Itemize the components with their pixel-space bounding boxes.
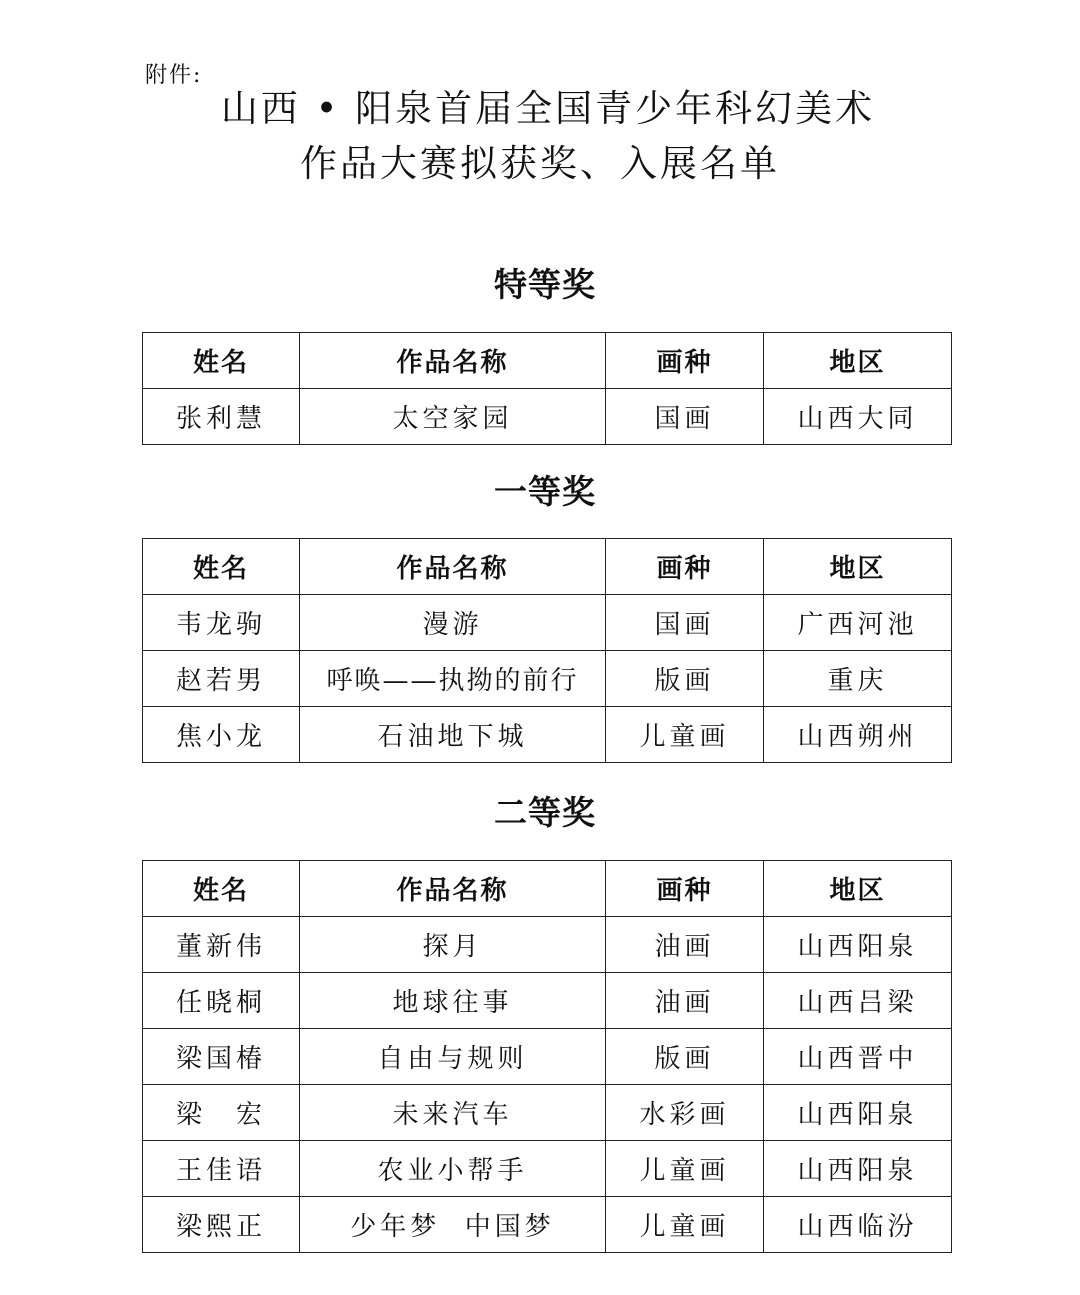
cell-region: 山西临汾 <box>764 1197 952 1253</box>
header-name: 姓名 <box>143 861 300 917</box>
table-row <box>143 917 952 973</box>
table-row <box>143 707 952 763</box>
cell-region: 山西大同 <box>764 389 952 445</box>
header-region: 地区 <box>764 861 952 917</box>
cell-medium: 版画 <box>606 651 764 707</box>
cell-work-title: 自由与规则 <box>300 1029 606 1085</box>
cell-name: 梁国椿 <box>143 1029 300 1085</box>
cell-name: 梁熙正 <box>143 1197 300 1253</box>
award-title-second: 二等奖 <box>494 793 596 832</box>
cell-work-title: 呼唤——执拗的前行 <box>300 651 606 707</box>
document-title-line-2: 作品大赛拟获奖、入展名单 <box>300 142 780 185</box>
cell-region: 山西阳泉 <box>764 1085 952 1141</box>
cell-name: 梁 宏 <box>143 1085 300 1141</box>
cell-medium: 版画 <box>606 1029 764 1085</box>
cell-medium: 儿童画 <box>606 707 764 763</box>
award-table-first <box>142 538 952 763</box>
cell-work-title: 漫游 <box>300 595 606 651</box>
cell-name: 张利慧 <box>143 389 300 445</box>
header-work-title: 作品名称 <box>300 539 606 595</box>
cell-work-title: 农业小帮手 <box>300 1141 606 1197</box>
award-table-special <box>142 332 952 445</box>
header-medium: 画种 <box>606 861 764 917</box>
table-header-row <box>143 333 952 389</box>
document-title-line-1: 山西 • 阳泉首届全国青少年科幻美术 <box>220 87 876 130</box>
cell-region: 山西阳泉 <box>764 1141 952 1197</box>
attachment-label: 附件: <box>145 63 203 88</box>
cell-work-title: 太空家园 <box>300 389 606 445</box>
cell-work-title: 地球往事 <box>300 973 606 1029</box>
cell-region: 重庆 <box>764 651 952 707</box>
table-header-row <box>143 861 952 917</box>
cell-medium: 国画 <box>606 389 764 445</box>
header-region: 地区 <box>764 333 952 389</box>
cell-name: 董新伟 <box>143 917 300 973</box>
header-region: 地区 <box>764 539 952 595</box>
cell-medium: 油画 <box>606 973 764 1029</box>
table-header-row <box>143 539 952 595</box>
cell-name: 赵若男 <box>143 651 300 707</box>
cell-work-title: 探月 <box>300 917 606 973</box>
table-row <box>143 595 952 651</box>
cell-region: 广西河池 <box>764 595 952 651</box>
header-name: 姓名 <box>143 333 300 389</box>
table-row <box>143 1197 952 1253</box>
table-row <box>143 389 952 445</box>
cell-region: 山西晋中 <box>764 1029 952 1085</box>
table-row <box>143 1029 952 1085</box>
cell-name: 焦小龙 <box>143 707 300 763</box>
cell-medium: 儿童画 <box>606 1197 764 1253</box>
table-row <box>143 1141 952 1197</box>
cell-medium: 油画 <box>606 917 764 973</box>
cell-region: 山西阳泉 <box>764 917 952 973</box>
header-work-title: 作品名称 <box>300 333 606 389</box>
award-title-special: 特等奖 <box>494 265 596 304</box>
award-title-first: 一等奖 <box>494 472 596 511</box>
table-row <box>143 1085 952 1141</box>
cell-region: 山西朔州 <box>764 707 952 763</box>
cell-medium: 水彩画 <box>606 1085 764 1141</box>
cell-region: 山西吕梁 <box>764 973 952 1029</box>
cell-work-title: 少年梦 中国梦 <box>300 1197 606 1253</box>
cell-medium: 儿童画 <box>606 1141 764 1197</box>
header-medium: 画种 <box>606 333 764 389</box>
cell-name: 王佳语 <box>143 1141 300 1197</box>
award-table-second <box>142 860 952 1253</box>
header-work-title: 作品名称 <box>300 861 606 917</box>
cell-medium: 国画 <box>606 595 764 651</box>
cell-work-title: 石油地下城 <box>300 707 606 763</box>
header-name: 姓名 <box>143 539 300 595</box>
header-medium: 画种 <box>606 539 764 595</box>
cell-name: 任晓桐 <box>143 973 300 1029</box>
cell-work-title: 未来汽车 <box>300 1085 606 1141</box>
table-row <box>143 651 952 707</box>
cell-name: 韦龙驹 <box>143 595 300 651</box>
table-row <box>143 973 952 1029</box>
